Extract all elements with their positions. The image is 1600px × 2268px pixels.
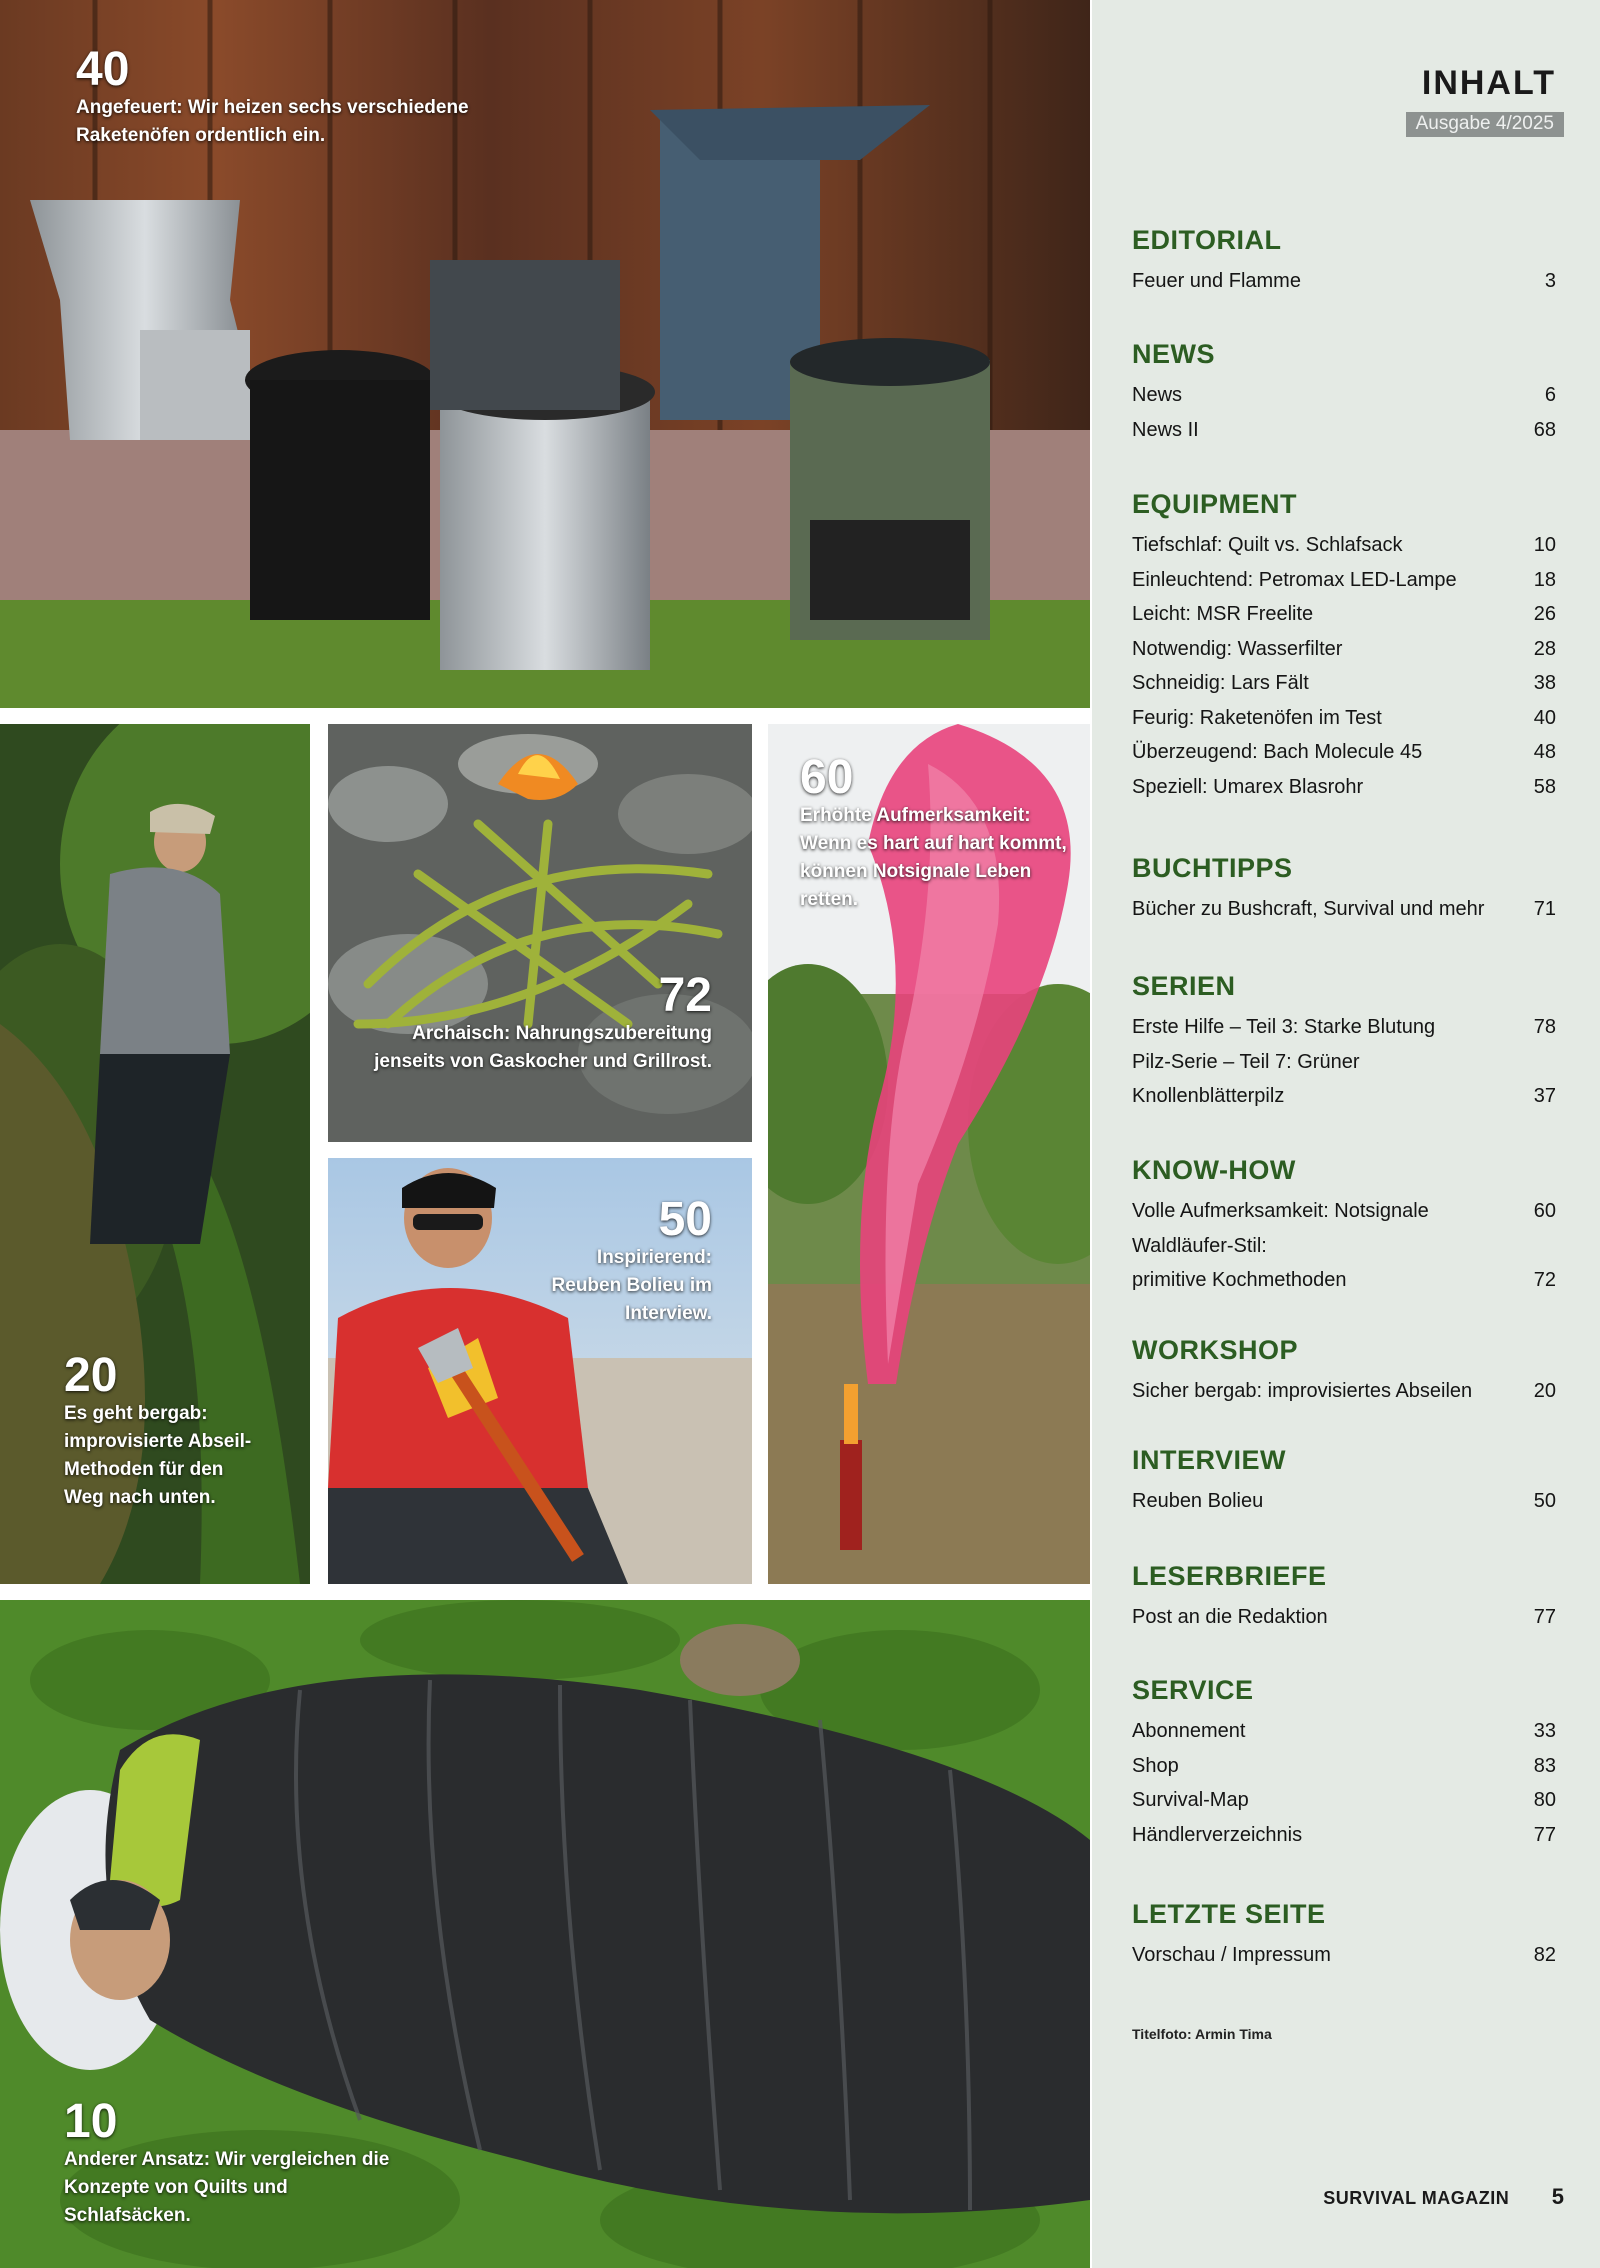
issue-badge: Ausgabe 4/2025 xyxy=(1406,112,1564,137)
feature-caption-signal xyxy=(800,751,1070,914)
toc-entry-page: 18 xyxy=(1533,568,1556,591)
toc-entry-page: 83 xyxy=(1533,1754,1556,1777)
toc-entry-page: 58 xyxy=(1533,775,1556,798)
toc-section xyxy=(1132,1672,1556,1852)
toc-entry[interactable] xyxy=(1132,1010,1556,1045)
toc-entry-page: 6 xyxy=(1544,384,1556,406)
toc-entry-title: Feurig: Raketenöfen im Test xyxy=(1132,706,1382,729)
feature-caption-stoves xyxy=(76,43,516,150)
toc-entry-title: News xyxy=(1132,384,1183,406)
toc-section-heading: KNOW-HOW xyxy=(1132,1155,1296,1185)
feature-teaser: Anderer Ansatz: Wir vergleichen die Konzepte von Quilts und Schlafsäcken. xyxy=(64,2149,390,2226)
toc-entry[interactable] xyxy=(1132,1045,1556,1080)
photo-rocket-stoves xyxy=(0,0,1090,708)
toc-entry[interactable] xyxy=(1132,597,1556,632)
toc-entry[interactable] xyxy=(1132,563,1556,598)
feature-teaser: Archaisch: Nahrungszubereitung jenseits von Gaskocher und Grillrost. xyxy=(374,1023,712,1072)
toc-entry-page: 33 xyxy=(1533,1720,1556,1742)
photo-sleeping-bag xyxy=(0,1600,1090,2268)
toc-section-heading: SERIEN xyxy=(1132,971,1236,1001)
toc-entry[interactable] xyxy=(1132,1484,1556,1519)
toc-entry[interactable] xyxy=(1132,735,1556,770)
toc-section xyxy=(1132,1152,1556,1298)
feature-caption-interview xyxy=(532,1193,712,1328)
feature-page-number: 40 xyxy=(76,43,130,96)
toc-entry-title: Post an die Redaktion xyxy=(1132,1606,1328,1628)
toc-entry-title: Tiefschlaf: Quilt vs. Schlafsack xyxy=(1132,534,1403,556)
table-of-contents xyxy=(1092,0,1600,2268)
toc-entry-title: Shop xyxy=(1132,1754,1179,1777)
toc-entry[interactable] xyxy=(1132,1938,1556,1973)
toc-entry-title: Waldläufer-Stil: xyxy=(1132,1234,1267,1257)
toc-entry-page: 37 xyxy=(1533,1085,1556,1107)
toc-entry-title: Feuer und Flamme xyxy=(1132,270,1301,292)
toc-entry[interactable] xyxy=(1132,1374,1556,1409)
toc-entry-page: 78 xyxy=(1533,1016,1556,1038)
feature-teaser: Erhöhte Aufmerksamkeit: Wenn es hart auf hart kommt, können Notsignale Leben retten. xyxy=(800,805,1067,910)
toc-section xyxy=(1132,1332,1556,1409)
toc-entry-page: 82 xyxy=(1533,1944,1556,1966)
toc-section xyxy=(1132,222,1556,299)
toc-entry-title: Händlerverzeichnis xyxy=(1132,1823,1303,1846)
toc-section xyxy=(1132,850,1556,927)
toc-entry-page: 28 xyxy=(1533,637,1556,660)
toc-section-heading: EDITORIAL xyxy=(1132,225,1282,255)
toc-entry[interactable] xyxy=(1132,666,1556,701)
page-number: 5 xyxy=(1551,2184,1564,2209)
toc-entry-page: 48 xyxy=(1533,741,1556,763)
toc-entry-page: 26 xyxy=(1533,603,1556,625)
toc-entry[interactable] xyxy=(1132,770,1556,805)
photo-primitive-cooking xyxy=(328,724,752,1142)
toc-section xyxy=(1132,486,1556,804)
toc-entry[interactable] xyxy=(1132,1079,1556,1114)
toc-entry[interactable] xyxy=(1132,1229,1556,1264)
toc-section-heading: LETZTE SEITE xyxy=(1132,1899,1326,1929)
toc-entry-title: Einleuchtend: Petromax LED-Lampe xyxy=(1132,568,1457,591)
toc-entry-title: Sicher bergab: improvisiertes Abseilen xyxy=(1132,1380,1473,1402)
toc-entry-title: Abonnement xyxy=(1132,1720,1246,1742)
feature-page-number: 50 xyxy=(658,1193,712,1246)
feature-teaser: Angefeuert: Wir heizen sechs verschiedene Raketenöfen ordentlich ein. xyxy=(76,97,469,146)
toc-entry-title: Leicht: MSR Freelite xyxy=(1132,603,1314,625)
toc-entry-title: Pilz-Serie – Teil 7: Grüner xyxy=(1132,1050,1360,1073)
magazine-name: SURVIVAL MAGAZIN xyxy=(1323,2188,1510,2208)
toc-section-heading: INTERVIEW xyxy=(1132,1445,1287,1475)
toc-entry-page: 3 xyxy=(1544,270,1556,292)
toc-entry[interactable] xyxy=(1132,264,1556,299)
feature-teaser: Inspirierend: Reuben Bolieu im Interview. xyxy=(551,1247,712,1324)
toc-entry[interactable] xyxy=(1132,1818,1556,1853)
toc-entry-title: Reuben Bolieu xyxy=(1132,1490,1264,1512)
toc-section xyxy=(1132,336,1556,447)
feature-caption-abseil xyxy=(64,1349,264,1512)
toc-entry-title: Volle Aufmerksamkeit: Notsignale xyxy=(1132,1200,1429,1222)
toc-entry-title: Notwendig: Wasserfilter xyxy=(1132,637,1343,660)
toc-entry[interactable] xyxy=(1132,378,1556,413)
toc-entry-title: primitive Kochmethoden xyxy=(1132,1269,1347,1291)
photo-abseiling xyxy=(0,724,310,1584)
toc-entry-page: 71 xyxy=(1533,898,1556,920)
photo-interview xyxy=(328,1158,752,1584)
toc-section-heading: NEWS xyxy=(1132,339,1215,369)
toc-entry-page: 77 xyxy=(1533,1606,1556,1628)
toc-entry-page: 40 xyxy=(1533,706,1556,729)
toc-entry-title: Überzeugend: Bach Molecule 45 xyxy=(1132,741,1423,763)
toc-entry-title: Knollenblätterpilz xyxy=(1132,1085,1285,1107)
toc-entry-title: Survival-Map xyxy=(1132,1789,1249,1811)
toc-section xyxy=(1132,1558,1556,1635)
toc-section-heading: EQUIPMENT xyxy=(1132,489,1298,519)
toc-entry-title: Speziell: Umarex Blasrohr xyxy=(1132,775,1364,798)
toc-entry[interactable] xyxy=(1132,413,1556,448)
toc-entry-page: 38 xyxy=(1533,672,1556,694)
toc-entry-title: News II xyxy=(1132,418,1199,441)
toc-section-heading: LESERBRIEFE xyxy=(1132,1561,1327,1591)
feature-teaser: Es geht bergab: improvisierte Abseil-Methoden für den Weg nach unten. xyxy=(64,1403,252,1508)
photo-signal-smoke xyxy=(768,724,1090,1584)
toc-entry-title: Erste Hilfe – Teil 3: Starke Blutung xyxy=(1132,1016,1436,1038)
toc-entry-page: 10 xyxy=(1533,534,1556,556)
toc-entry-title: Vorschau / Impressum xyxy=(1132,1944,1331,1966)
toc-title: INHALT xyxy=(1421,64,1556,102)
feature-page-number: 72 xyxy=(658,969,712,1022)
feature-page-number: 60 xyxy=(800,751,854,804)
toc-section xyxy=(1132,1896,1556,1973)
toc-entry[interactable] xyxy=(1132,1749,1556,1784)
toc-entry-page: 68 xyxy=(1533,418,1556,441)
toc-entry[interactable] xyxy=(1132,701,1556,736)
feature-caption-sleep xyxy=(64,2095,394,2230)
toc-section-heading: SERVICE xyxy=(1132,1675,1254,1705)
toc-section xyxy=(1132,968,1556,1114)
feature-caption-cooking xyxy=(352,969,712,1076)
toc-entry-page: 72 xyxy=(1533,1269,1556,1291)
toc-section-heading: WORKSHOP xyxy=(1132,1335,1298,1365)
toc-entry[interactable] xyxy=(1132,1783,1556,1818)
toc-entry[interactable] xyxy=(1132,1263,1556,1298)
toc-entry-page: 77 xyxy=(1533,1823,1556,1846)
toc-entry-title: Bücher zu Bushcraft, Survival und mehr xyxy=(1132,898,1485,920)
toc-section xyxy=(1132,1442,1556,1519)
toc-entry-page: 60 xyxy=(1533,1200,1556,1222)
toc-entry[interactable] xyxy=(1132,892,1556,927)
toc-entry[interactable] xyxy=(1132,632,1556,667)
toc-entry[interactable] xyxy=(1132,528,1556,563)
toc-entry[interactable] xyxy=(1132,1194,1556,1229)
toc-entry[interactable] xyxy=(1132,1600,1556,1635)
toc-entry-title: Schneidig: Lars Fält xyxy=(1132,672,1309,694)
feature-page-number: 20 xyxy=(64,1349,118,1402)
toc-entry-page: 80 xyxy=(1533,1789,1556,1811)
feature-page-number: 10 xyxy=(64,2095,118,2148)
toc-entry-page: 50 xyxy=(1533,1490,1556,1512)
page-footer xyxy=(1323,2184,1564,2210)
toc-entry-page: 20 xyxy=(1533,1380,1556,1402)
photo-credit: Titelfoto: Armin Tima xyxy=(1132,2026,1272,2042)
toc-entry[interactable] xyxy=(1132,1714,1556,1749)
toc-section-heading: BUCHTIPPS xyxy=(1132,853,1293,883)
